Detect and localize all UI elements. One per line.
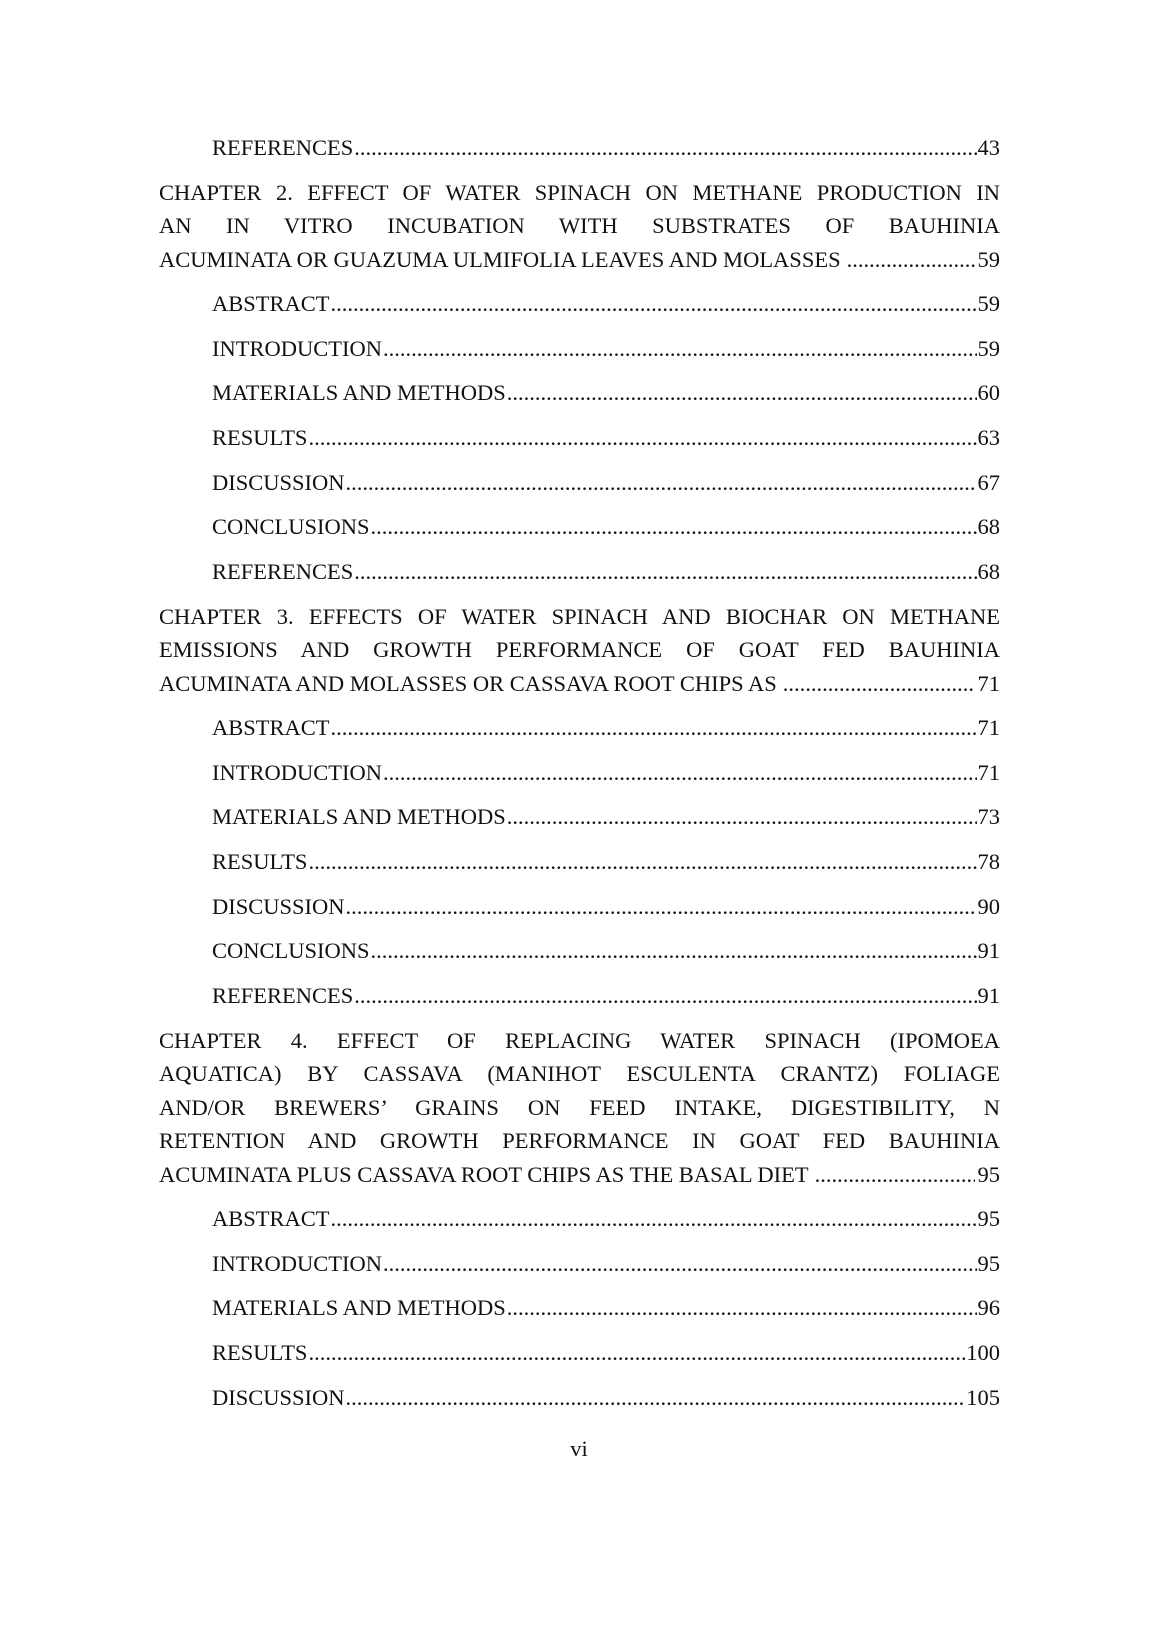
leader-dots [346,890,977,924]
leader-dots [371,510,977,544]
chapter-title-line: AND/OR BREWERS’ GRAINS ON FEED INTAKE, DIGESTIBILITY, N [159,1094,1000,1120]
toc-item-discussion[interactable] [212,466,1000,500]
leader-dots [383,332,977,366]
toc-item-title: INTRODUCTION [212,1250,382,1276]
toc-item-title: RESULTS [212,424,308,450]
toc-item-page: 73 [977,804,1000,830]
page-number: vi [570,1436,588,1461]
toc-item-references[interactable] [212,555,1000,589]
chapter-title-line: CHAPTER 2. EFFECT OF WATER SPINACH ON METHANE PRODUCTION IN [159,179,1000,205]
toc-item-title: INTRODUCTION [212,759,382,785]
toc-item-page: 105 [966,1384,1000,1410]
toc-item-title: ABSTRACT [212,290,330,316]
toc-item-page: 96 [977,1295,1000,1321]
leader-dots [346,466,977,500]
toc-item-discussion[interactable] [212,890,1000,924]
toc-item-title: RESULTS [212,1339,308,1365]
toc-item-title: DISCUSSION [212,893,345,919]
toc-item-references[interactable] [212,979,1000,1013]
toc-chapter-3[interactable] [159,600,1000,701]
toc-item-page: 68 [977,559,1000,584]
leader-dots [331,1202,977,1236]
toc-item-discussion[interactable] [212,1381,1000,1415]
leader-dots [507,376,977,410]
toc-item-title: CONCLUSIONS [212,938,370,964]
chapter-title-line: CHAPTER 4. EFFECT OF REPLACING WATER SPINACH (IPOMOEA [159,1027,1000,1053]
chapter-title-line: ACUMINATA PLUS CASSAVA ROOT CHIPS AS THE BASAL DIET [159,1161,809,1187]
leader-dots [354,131,976,165]
leader-dots [308,845,976,879]
toc-item-page: 60 [977,380,1000,406]
toc-item-page: 43 [977,135,1000,160]
toc-item-results[interactable] [212,421,1000,455]
toc-item-title: RESULTS [212,848,308,874]
toc-item-conclusions[interactable] [212,934,1000,968]
toc-item-abstract[interactable] [212,287,1000,321]
chapter-title-line: AN IN VITRO INCUBATION WITH SUBSTRATES OF BAUHINIA [159,213,1000,239]
leader-dots [354,979,976,1013]
toc-item-title: ABSTRACT [212,1205,330,1231]
toc-item-references[interactable] [212,131,1000,165]
chapter-page: 95 [977,1161,1000,1187]
table-of-contents [159,131,1000,1425]
toc-item-title: MATERIALS AND METHODS [212,380,506,406]
toc-item-title: REFERENCES [212,135,354,160]
toc-item-results[interactable] [212,845,1000,879]
toc-item-title: MATERIALS AND METHODS [212,1295,506,1321]
toc-item-page: 95 [977,1205,1000,1231]
chapter-title-line: ACUMINATA OR GUAZUMA ULMIFOLIA LEAVES AND MOLASSES [159,246,841,272]
chapter-page: 71 [977,670,1000,696]
leader-dots [507,800,977,834]
toc-item-page: 100 [966,1339,1000,1365]
toc-item-page: 95 [977,1250,1000,1276]
toc-item-page: 67 [977,469,1000,495]
leader-dots [346,1381,966,1415]
toc-item-page: 91 [977,938,1000,964]
toc-item-introduction[interactable] [212,756,1000,790]
toc-item-materials-and-methods[interactable] [212,376,1000,410]
toc-item-title: ABSTRACT [212,714,330,740]
toc-item-title: CONCLUSIONS [212,514,370,540]
leader-dots [308,421,976,455]
leader-dots [331,287,977,321]
chapter-page: 59 [977,246,1000,272]
leader-dots [308,1336,965,1370]
toc-item-introduction[interactable] [212,1247,1000,1281]
chapter-title-line: RETENTION AND GROWTH PERFORMANCE IN GOAT FED BAUHINIA [159,1128,1000,1154]
toc-item-results[interactable] [212,1336,1000,1370]
toc-item-materials-and-methods[interactable] [212,800,1000,834]
toc-item-page: 68 [977,514,1000,540]
leader-dots [507,1291,977,1325]
toc-item-title: INTRODUCTION [212,335,382,361]
toc-item-abstract[interactable] [212,711,1000,745]
toc-chapter-2[interactable] [159,176,1000,277]
leader-dots [783,667,975,701]
chapter-title-line: AQUATICA) BY CASSAVA (MANIHOT ESCULENTA CRANTZ) FOLIAGE [159,1061,1000,1087]
leader-dots [354,555,976,589]
leader-dots [847,243,975,277]
leader-dots [383,756,977,790]
chapter-title-line: CHAPTER 3. EFFECTS OF WATER SPINACH AND BIOCHAR ON METHANE [159,603,1000,629]
toc-item-conclusions[interactable] [212,510,1000,544]
toc-item-page: 59 [977,290,1000,316]
toc-item-page: 78 [977,848,1000,874]
toc-item-page: 91 [977,983,1000,1008]
chapter-title-line: ACUMINATA AND MOLASSES OR CASSAVA ROOT CHIPS AS [159,670,777,696]
chapter-title-line: EMISSIONS AND GROWTH PERFORMANCE OF GOAT FED BAUHINIA [159,637,1000,663]
toc-item-introduction[interactable] [212,332,1000,366]
leader-dots [815,1158,975,1192]
toc-item-title: REFERENCES [212,983,354,1008]
toc-item-page: 90 [977,893,1000,919]
leader-dots [383,1247,977,1281]
toc-item-page: 63 [977,424,1000,450]
toc-item-title: DISCUSSION [212,1384,345,1410]
toc-item-page: 59 [977,335,1000,361]
toc-item-page: 71 [977,714,1000,740]
toc-item-abstract[interactable] [212,1202,1000,1236]
toc-item-title: MATERIALS AND METHODS [212,804,506,830]
leader-dots [371,934,977,968]
toc-item-page: 71 [977,759,1000,785]
toc-item-title: REFERENCES [212,559,354,584]
toc-item-materials-and-methods[interactable] [212,1291,1000,1325]
toc-chapter-4[interactable] [159,1024,1000,1192]
leader-dots [331,711,977,745]
toc-item-title: DISCUSSION [212,469,345,495]
